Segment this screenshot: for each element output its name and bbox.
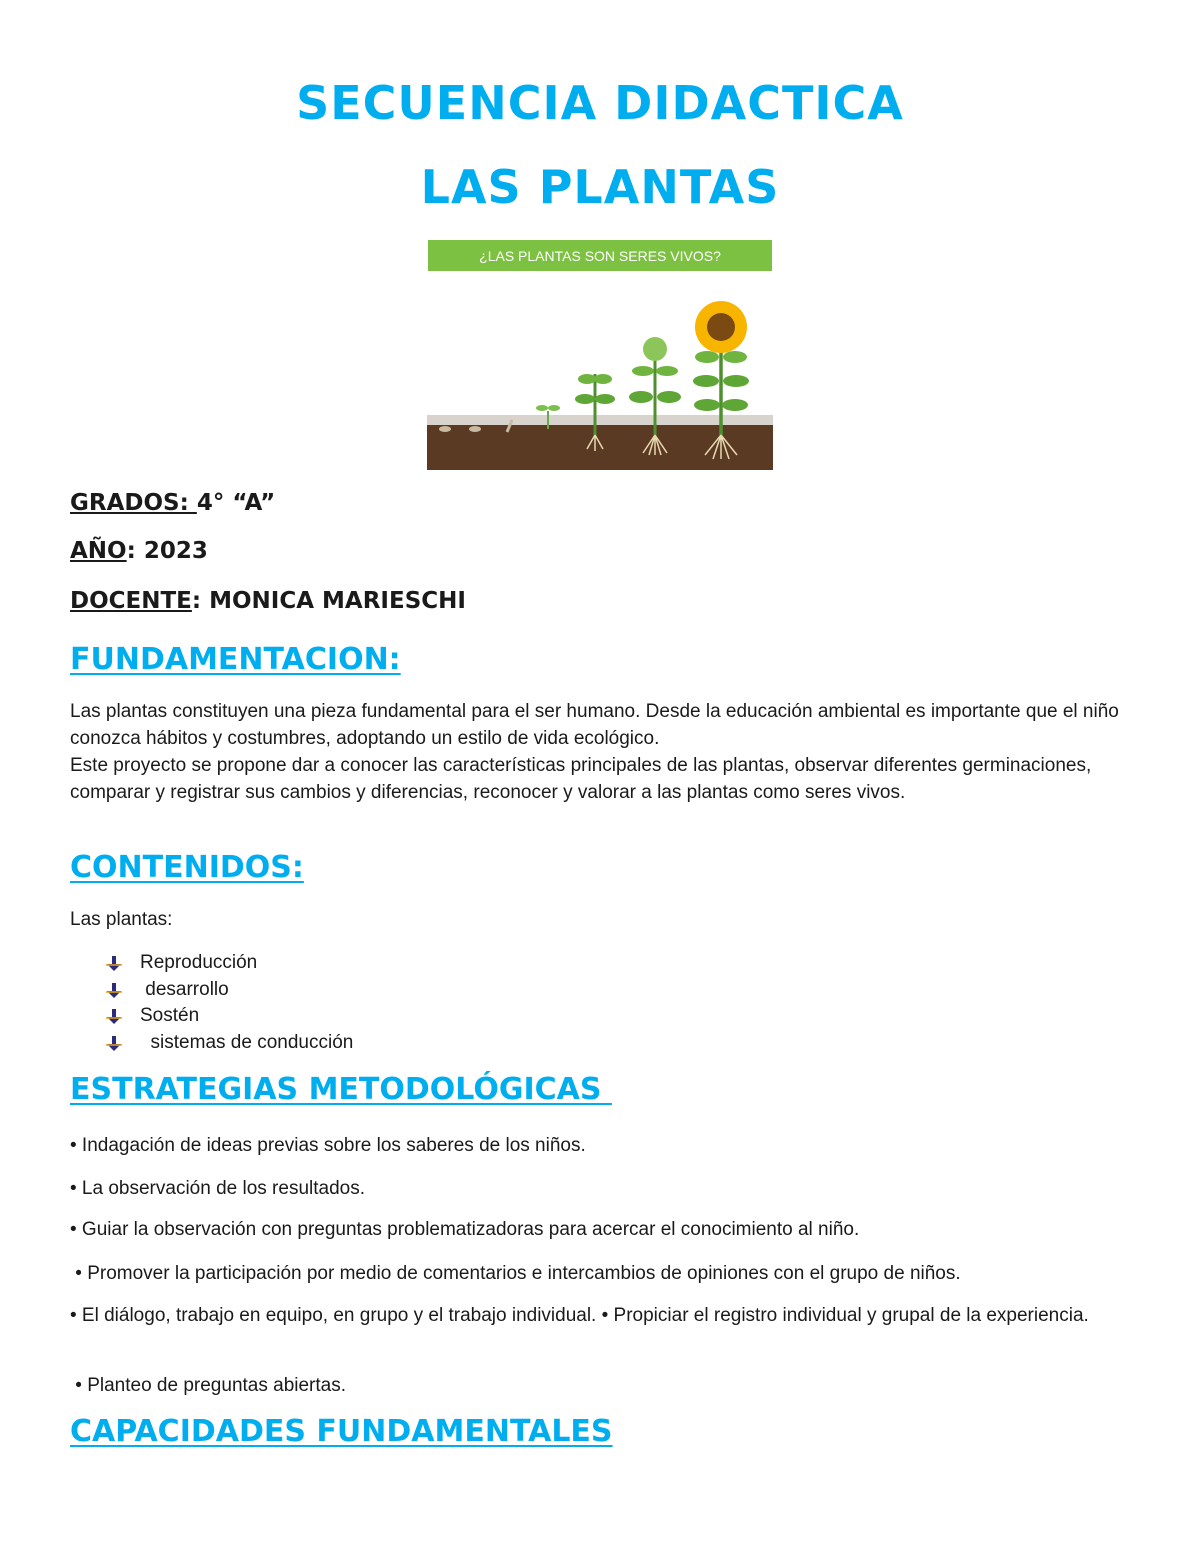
estrategia-item: • La observación de los resultados. [70,1178,365,1199]
list-item-text: desarrollo [140,978,229,1000]
docente-label: DOCENTE [70,588,192,614]
anio-label: AÑO [70,538,127,564]
seed-2 [469,426,481,432]
contenidos-intro: Las plantas: [70,909,173,930]
seed-1 [439,426,451,432]
list-item-text: Sostén [140,1005,200,1027]
document-subtitle: LAS PLANTAS [420,160,780,214]
fundamentacion-heading: FUNDAMENTACION: [70,642,401,677]
grados-label: GRADOS: [70,490,197,516]
estrategia-item: • Promover la participación por medio de comentarios e intercambios de opiniones con el grupo de niños. [70,1263,961,1284]
document-title: SECUENCIA DIDACTICA [296,76,904,130]
banner-text: ¿LAS PLANTAS SON SERES VIVOS? [479,248,721,264]
estrategia-item: • Planteo de preguntas abiertas. [70,1375,347,1396]
anio-line [70,538,208,564]
down-arrow-bullet-icon [104,1034,140,1052]
down-arrow-bullet-icon [104,954,140,972]
estrategia-item: • El diálogo, trabajo en equipo, en grupo y el trabajo individual. • Propiciar el registro individual y grupal de la experiencia. [70,1305,1089,1326]
grados-line [70,490,275,516]
estrategias-heading: ESTRATEGIAS METODOLÓGICAS [70,1072,612,1107]
estrategia-item: • Indagación de ideas previas sobre los saberes de los niños. [70,1135,586,1156]
list-item [104,950,353,977]
list-item [104,1003,353,1030]
list-item [104,1030,353,1057]
plant-growth-illustration [427,239,773,470]
contenidos-heading: CONTENIDOS: [70,850,304,885]
fundamentacion-paragraph-1: Las plantas constituyen una pieza fundamental para el ser humano. Desde la educación ambiental es importante que el niño conozca hábitos y costumbres, adoptando un estilo de vida ecológico. [70,701,1119,749]
contenidos-list [104,950,353,1056]
fundamentacion-paragraph-2: Este proyecto se propone dar a conocer las características principales de las plantas, observar diferentes germinaciones, comparar y registrar sus cambios y diferencias, reconocer y valorar a las plantas como seres vivos. [70,755,1092,803]
list-item [104,977,353,1004]
down-arrow-bullet-icon [104,1007,140,1025]
docente-line [70,588,466,614]
docente-value: : MONICA MARIESCHI [191,588,466,614]
estrategia-item: • Guiar la observación con preguntas problematizadoras para acercar el conocimiento al niño. [70,1219,860,1240]
list-item-text: Reproducción [140,952,258,974]
down-arrow-bullet-icon [104,981,140,999]
list-item-text: sistemas de conducción [140,1031,354,1053]
anio-value: : 2023 [126,538,208,564]
grados-value: 4° “A” [196,490,276,516]
capacidades-heading: CAPACIDADES FUNDAMENTALES [70,1414,613,1449]
